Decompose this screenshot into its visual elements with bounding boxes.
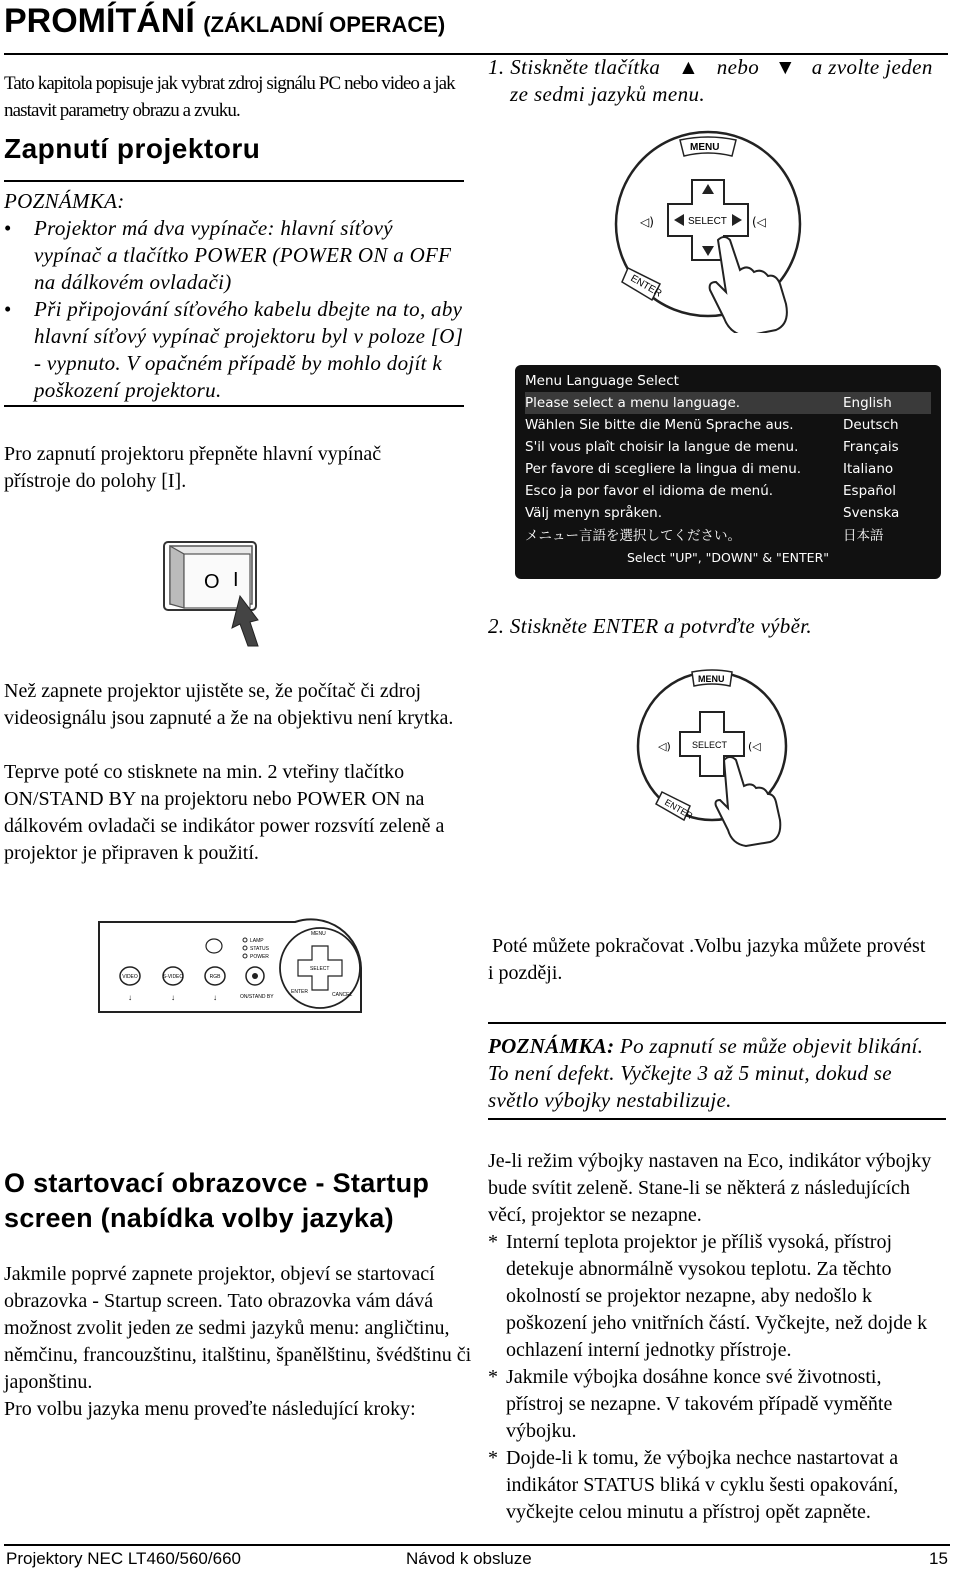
menu-screen-footer: Select "UP", "DOWN" & "ENTER" xyxy=(627,550,830,565)
svg-text:ON/STAND BY: ON/STAND BY xyxy=(240,994,274,1000)
svg-text:↓: ↓ xyxy=(128,993,132,1002)
lamp-indicator-label: LAMP xyxy=(250,938,264,944)
note2-rule-bottom xyxy=(488,1118,946,1120)
intro-text: Tato kapitola popisuje jak vybrat zdroj signálu PC nebo video a jak nastavit parametry obrazu a zvuku. xyxy=(4,73,455,121)
list-item: * Dojde-li k tomu, že výbojka nechce nastartovat a indikátor STATUS bliká v cyklu šesti opakování, vyčkejte celou minutu a přístroj opět zapněte. xyxy=(488,1447,899,1523)
list-item: * Interní teplota projektor je příliš vysoká, přístroj detekuje abnormálně vysokou teplotu. Za těchto okolností se projektor nezapne, aby nedošlo k poškození jeho vnitřních částí. Vyčkejte, než dojde k ochlazení interní jednotky přístroje. xyxy=(488,1231,928,1361)
note-rule-bottom xyxy=(4,405,464,407)
note-item: • Při připojování síťového kabelu dbejte na to, aby hlavní síťový vypínač projektoru byl v poloze [O] - vypnuto. V opačném případě by mohlo dojít k poškození projektoru. xyxy=(4,297,464,402)
power-on-text: Teprve poté co stisknete na min. 2 vteřiny tlačítko ON/STAND BY na projektoru nebo POWER ON na dálkovém ovladači se indikátor power rozsvítí zeleně a projektor je připraven k použití. xyxy=(4,761,445,864)
menu-language-option[interactable]: Please select a menu language. English xyxy=(525,392,931,414)
menu-language-option[interactable]: Per favore di scegliere la lingua di menu. Italiano xyxy=(525,461,894,477)
svg-text:MENU: MENU xyxy=(311,931,326,937)
svg-text:SELECT: SELECT xyxy=(692,740,728,750)
bullet: • xyxy=(4,216,12,240)
svg-text:MENU: MENU xyxy=(698,674,725,684)
eco-text: Je-li režim výbojky nastaven na Eco, indikátor výbojky bude svítit zeleně. Stane-li se některá z následujících věcí, projektor se nezapne. xyxy=(488,1150,932,1226)
down-arrow-icon: ▼ xyxy=(774,55,797,79)
menu-language-screen xyxy=(515,365,941,579)
remote-pad-enter xyxy=(632,662,792,852)
volume-down-icon: ◁) xyxy=(658,740,671,753)
svg-text:ENTER: ENTER xyxy=(291,989,308,995)
list-item: * Jakmile výbojka dosáhne konce své životnosti, přístroj se nezapne. V takovém případě vyměňte výbojku. xyxy=(488,1366,893,1442)
svg-text:ENTER: ENTER xyxy=(628,273,664,300)
volume-up-icon: (◁ xyxy=(752,215,766,229)
title-sub: (ZÁKLADNÍ OPERACE) xyxy=(203,12,446,37)
panel-directional-pad[interactable] xyxy=(280,928,360,1008)
switch-off-label: O xyxy=(204,571,220,593)
menu-language-option[interactable]: S'il vous plaît choisir la langue de menu. Français xyxy=(525,439,899,455)
svg-text:SELECT: SELECT xyxy=(310,966,330,972)
eco-conditions-list xyxy=(488,1229,943,1526)
menu-language-option[interactable]: Välj menyn språken. Svenska xyxy=(525,505,900,521)
menu-language-option[interactable]: メニュー言語を選択してください。 日本語 xyxy=(525,528,884,544)
remote-menu-button[interactable] xyxy=(692,670,732,686)
continue-text: Poté můžete pokračovat .Volbu jazyka můžete provést i později. xyxy=(488,935,926,984)
footer-manual: Návod k obsluze xyxy=(406,1549,532,1568)
status-indicator-label: STATUS xyxy=(250,946,269,952)
note2-label: POZNÁMKA: xyxy=(488,1034,615,1058)
svg-text:S-VIDEO: S-VIDEO xyxy=(162,974,184,980)
startup-text: Jakmile poprvé zapnete projektor, objeví se startovací obrazovka - Startup screen. Tato obrazovka vám dává možnost zvolit jeden ze sedmi jazyků menu: angličtinu, němčinu, francouzštinu, italštinu, španělštinu, švédštinu či japonštinu. xyxy=(4,1263,472,1393)
svg-text:SELECT: SELECT xyxy=(688,216,727,227)
section-heading-startup: O startovací obrazovce - Startup screen (nabídka volby jazyka) xyxy=(4,1168,430,1233)
svg-text:MENU: MENU xyxy=(690,142,720,153)
volume-down-icon: ◁) xyxy=(640,215,654,229)
footer-rule xyxy=(4,1544,950,1546)
title-main: PROMÍTÁNÍ xyxy=(4,2,195,40)
svg-text:ENTER: ENTER xyxy=(663,797,695,821)
svg-text:RGB: RGB xyxy=(209,974,221,980)
svg-text:VIDEO: VIDEO xyxy=(122,974,138,980)
switch-text: Pro zapnutí projektoru přepněte hlavní vypínač přístroje do polohy [I]. xyxy=(4,443,382,492)
svg-text:CANCEL: CANCEL xyxy=(332,992,353,998)
up-arrow-icon: ▲ xyxy=(677,55,700,79)
note-block xyxy=(4,188,464,404)
svg-text:↓: ↓ xyxy=(213,993,217,1002)
remote-pad-select xyxy=(610,128,810,333)
note2-block: POZNÁMKA: Po zapnutí se může objevit blikání. To není defekt. Vyčkejte 3 až 5 minut, dokud se světlo výbojky nestabilizuje. xyxy=(488,1034,924,1112)
remote-menu-button[interactable] xyxy=(680,137,736,156)
bullet: • xyxy=(4,297,12,321)
startup-steps-intro: Pro volbu jazyka menu proveďte následující kroky: xyxy=(4,1398,416,1420)
menu-language-option[interactable]: Wählen Sie bitte die Menü Sprache aus. Deutsch xyxy=(525,417,899,433)
before-power-text: Než zapnete projektor ujistěte se, že počítač či zdroj videosignálu jsou zapnuté a že na objektivu není krytka. xyxy=(4,680,454,729)
note-label: POZNÁMKA: xyxy=(4,189,125,213)
footer-product: Projektory NEC LT460/560/660 xyxy=(6,1549,241,1568)
power-switch-icon xyxy=(160,538,260,650)
note-rule-top xyxy=(4,180,464,182)
page-title xyxy=(4,2,445,41)
power-indicator-label: POWER xyxy=(250,954,269,960)
menu-language-option[interactable]: Esco ja por favor el idioma de menú. Español xyxy=(525,483,896,499)
switch-on-label: I xyxy=(233,569,239,591)
page-number: 15 xyxy=(929,1549,948,1568)
menu-screen-title: Menu Language Select xyxy=(525,373,679,389)
volume-up-icon: (◁ xyxy=(748,740,761,753)
panel-small-button[interactable] xyxy=(206,939,222,953)
section-heading-power: Zapnutí projektoru xyxy=(4,133,261,164)
note2-rule-top xyxy=(488,1022,946,1024)
step-1: 1. Stiskněte tlačítka ▲ nebo ▼ a zvolte jeden ze sedmi jazyků menu. xyxy=(488,55,933,106)
step-2: 2. Stiskněte ENTER a potvrďte výběr. xyxy=(488,614,812,638)
control-panel-illustration xyxy=(95,918,365,1018)
svg-text:↓: ↓ xyxy=(171,993,175,1002)
note-item: • Projektor má dva vypínače: hlavní síťový vypínač a tlačítko POWER (POWER ON a OFF na dálkovém ovladači) xyxy=(4,216,452,294)
